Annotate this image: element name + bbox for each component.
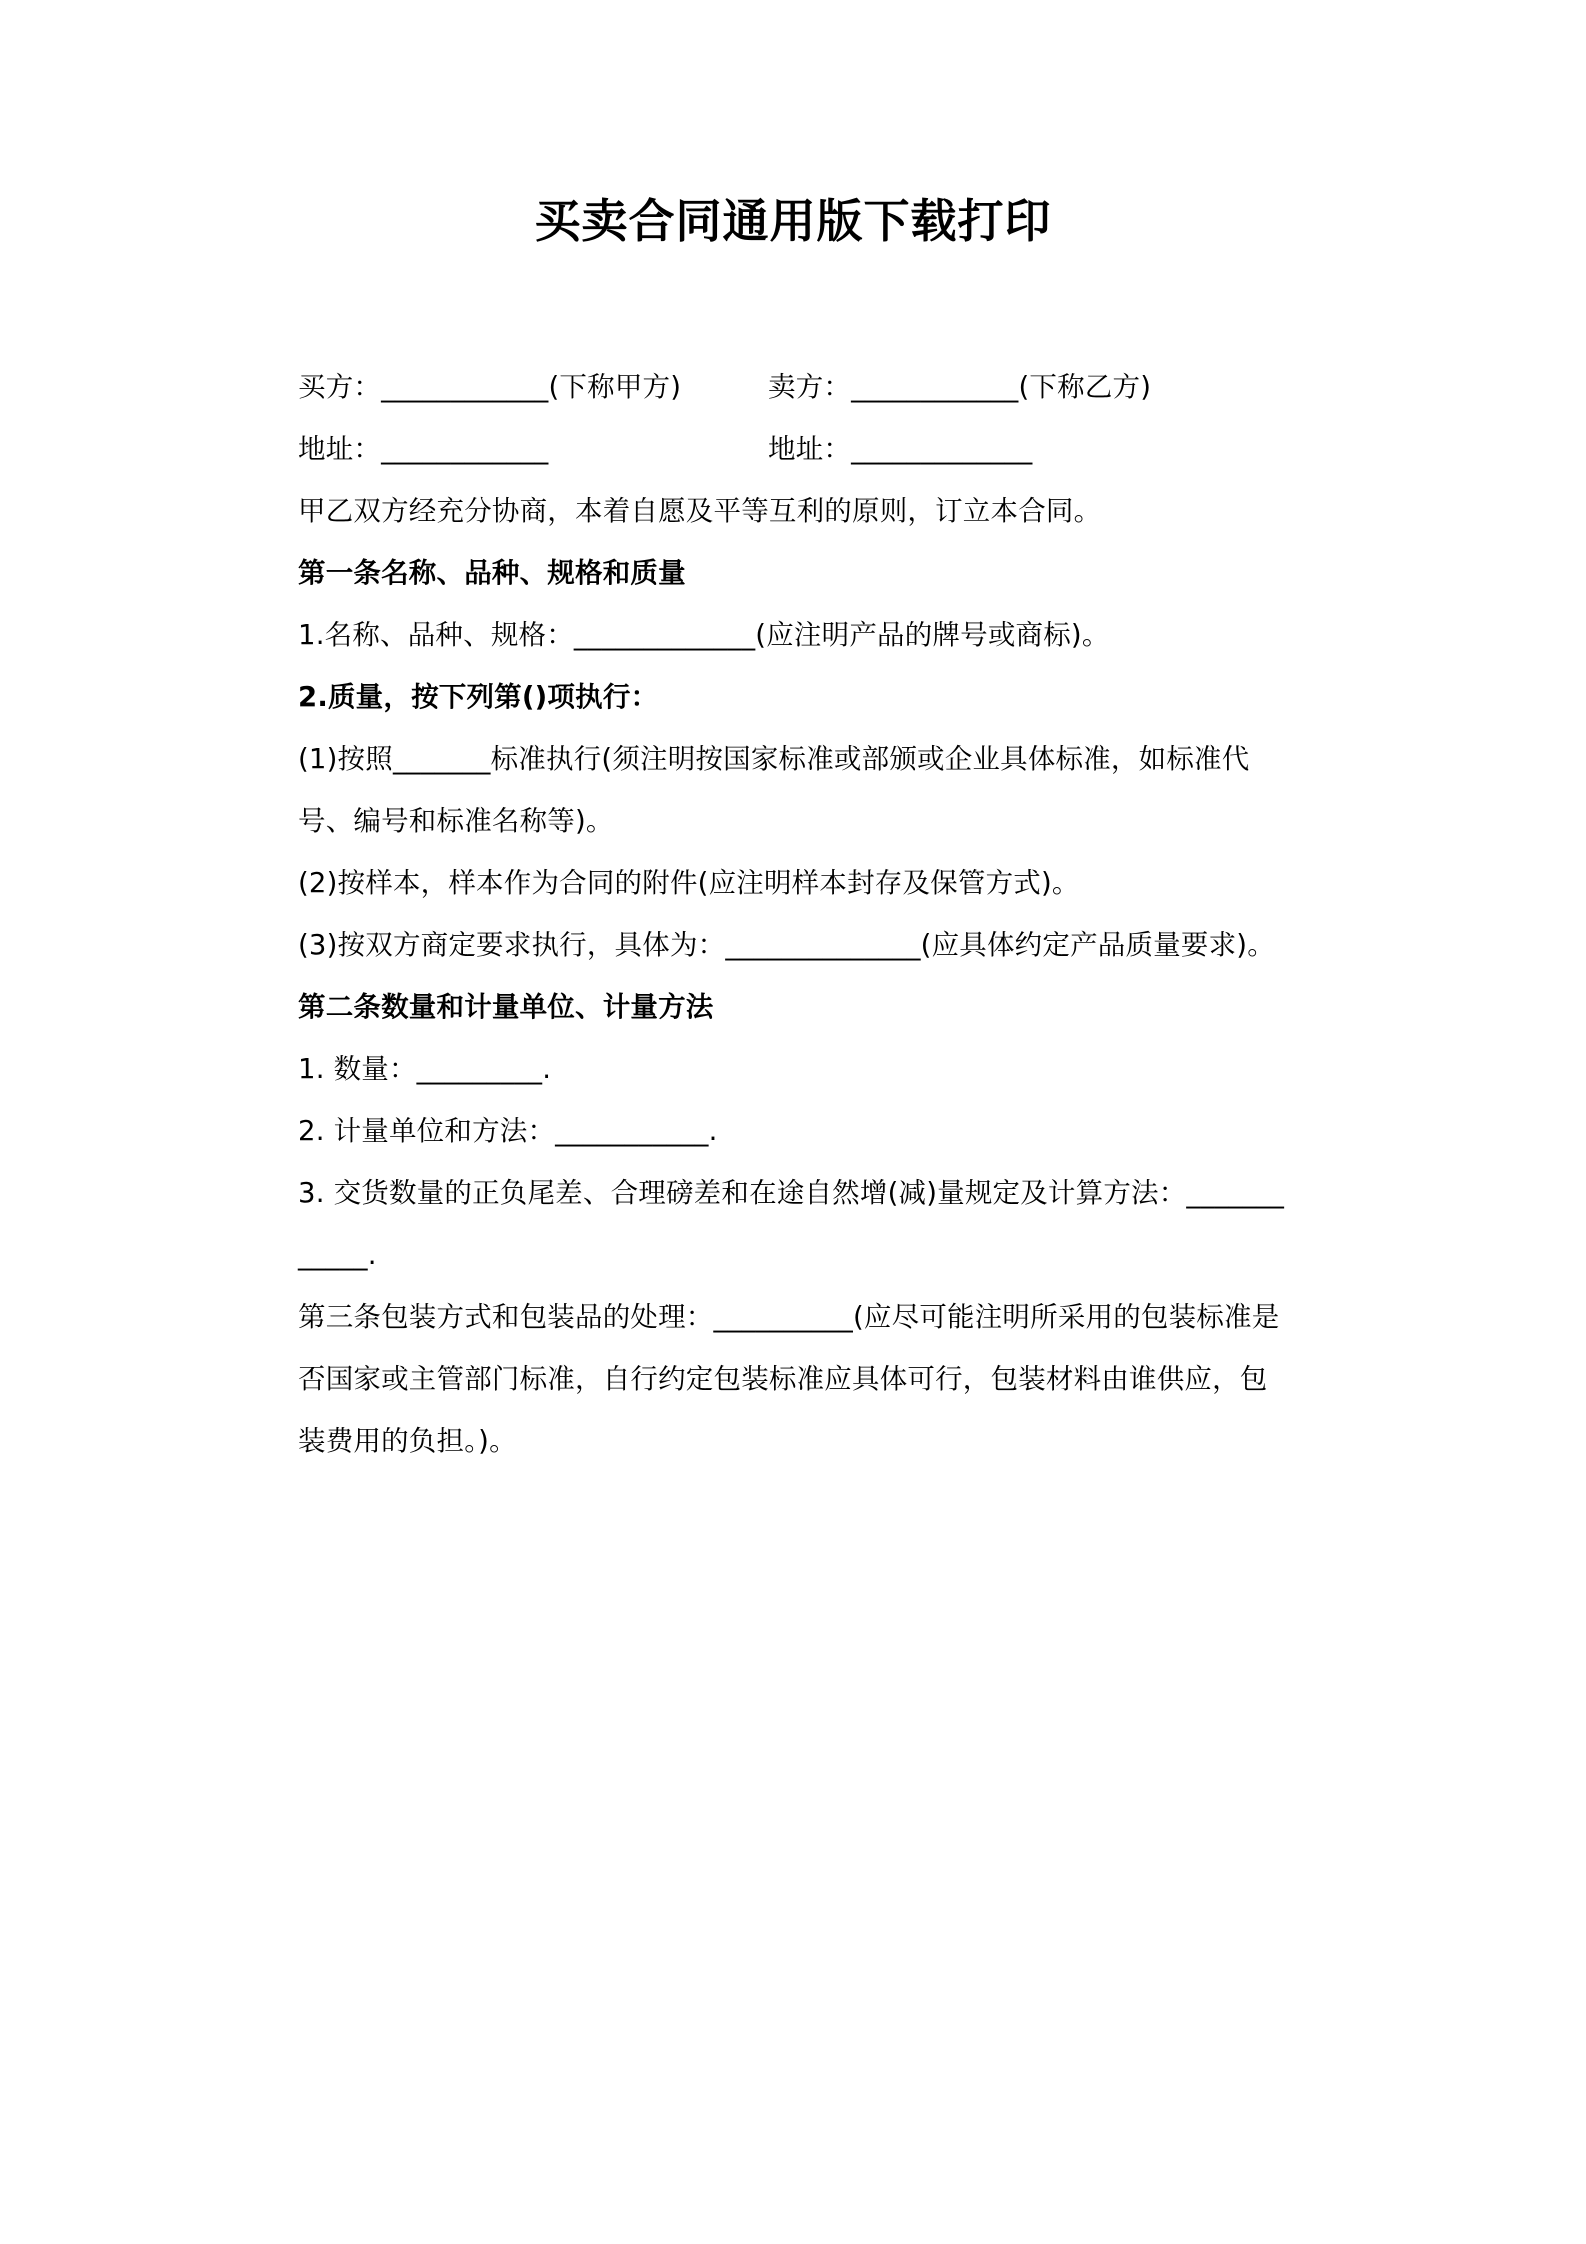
paragraph: 2. 计量单位和方法：___________. [298,1114,718,1147]
paragraph: 2.质量，按下列第()项执行： [298,680,659,713]
seller-address-field: 地址：_____________ [768,432,1033,465]
section-heading-3: 第三条包装方式和包装品的处理：__________(应尽可能注明所采用的包装标准是否国家或主管部门标准，自行约定包装标准应具体可行，包装材料由谁供应，包装费用的负担。)。 [298,1300,1280,1457]
seller-field: 卖方：____________(下称乙方) [768,370,1152,403]
paragraph: (1)按照_______标准执行(须注明按国家标准或部颁或企业具体标准，如标准代号、编号和标准名称等)。 [298,742,1250,837]
paragraph: 3. 交货数量的正负尾差、合理磅差和在途自然增(减)量规定及计算方法：____________. [298,1176,1285,1271]
paragraph: (3)按双方商定要求执行，具体为：______________(应具体约定产品质量要求)。 [298,928,1275,961]
section-heading-2: 第二条数量和计量单位、计量方法 [298,990,714,1023]
paragraph: 甲乙双方经充分协商，本着自愿及平等互利的原则，订立本合同。 [298,494,1102,527]
page-title: 买卖合同通用版下载打印 [534,194,1052,248]
paragraph: (2)按样本，样本作为合同的附件(应注明样本封存及保管方式)。 [298,866,1080,899]
addresses-row [298,418,1288,480]
paragraph: 1. 数量：_________. [298,1052,552,1085]
paragraph: 1.名称、品种、规格：_____________(应注明产品的牌号或商标)。 [298,618,1110,651]
buyer-address-field: 地址：____________ [298,432,549,465]
buyer-field: 买方：____________(下称甲方) [298,370,682,403]
document-body [232,252,1354,1472]
section-heading-1: 第一条名称、品种、规格和质量 [298,556,686,589]
parties-row [298,356,1288,418]
